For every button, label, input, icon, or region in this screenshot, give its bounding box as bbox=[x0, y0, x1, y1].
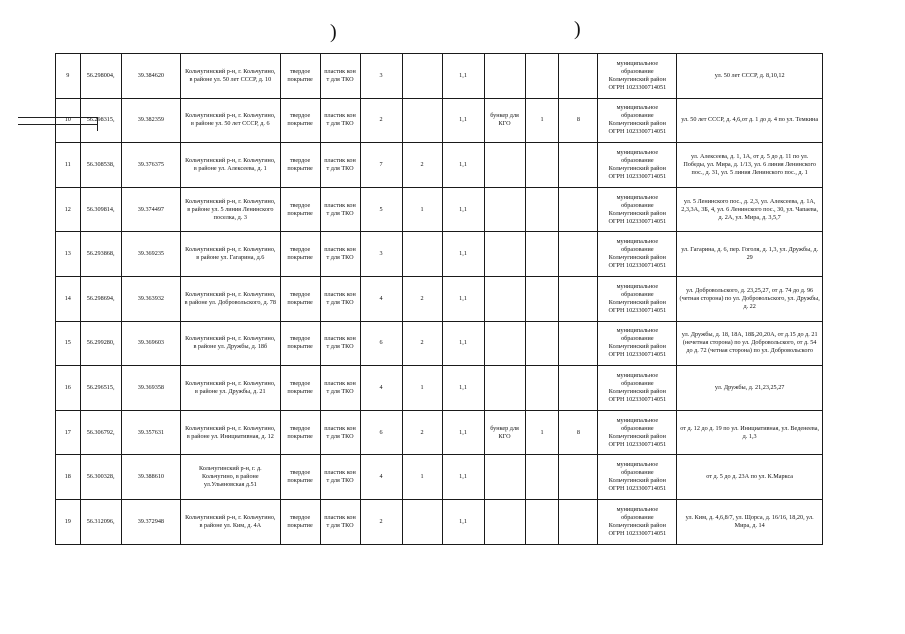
latitude-cell: 56.299280, bbox=[80, 321, 121, 366]
waste-sources-cell: ул. 50 лет СССР, д. 4,6,от д. 1 до д. 4 по ул. Темкина bbox=[677, 98, 823, 143]
owner-cell: муниципальное образование Кольчугинский район ОГРН 1023300714051 bbox=[598, 321, 677, 366]
container-type-cell: пластик кон т для ТКО bbox=[320, 54, 360, 99]
row-number-cell: 19 bbox=[56, 499, 81, 544]
address-cell: Кольчугинский р-н, г. Кольчугино, в районе ул. Гагарина, д.6 bbox=[181, 232, 280, 277]
table-row bbox=[56, 143, 823, 188]
bunker-count-cell: 1 bbox=[525, 410, 559, 455]
table-row bbox=[56, 366, 823, 411]
table-row bbox=[56, 276, 823, 321]
waste-sources-cell: от д. 5 до д. 23А по ул. К.Маркса bbox=[677, 455, 823, 500]
address-cell: Кольчугинский р-н, г. Кольчугино, в районе ул. Дружбы, д. 18б bbox=[181, 321, 280, 366]
bunker-type-cell bbox=[484, 366, 525, 411]
waste-sources-cell: ул. Гагарина, д. 6, пер. Гоголя, д. 1,3, ул. Дружбы, д. 29 bbox=[677, 232, 823, 277]
surface-cell: твердое покрытие bbox=[280, 232, 320, 277]
address-cell: Кольчугинский р-н, г. Кольчугино, в районе ул. Алексеева, д. 1 bbox=[181, 143, 280, 188]
planned-count-cell bbox=[402, 54, 442, 99]
container-type-cell: пластик кон т для ТКО bbox=[320, 187, 360, 232]
bunker-volume-cell bbox=[559, 455, 598, 500]
table-row bbox=[56, 232, 823, 277]
bunker-type-cell bbox=[484, 321, 525, 366]
bunker-volume-cell: 8 bbox=[559, 98, 598, 143]
bunker-volume-cell: 8 bbox=[559, 410, 598, 455]
planned-count-cell: 1 bbox=[402, 366, 442, 411]
surface-cell: твердое покрытие bbox=[280, 98, 320, 143]
container-count-cell: 4 bbox=[360, 366, 402, 411]
latitude-cell: 56.306792, bbox=[80, 410, 121, 455]
bunker-type-cell bbox=[484, 455, 525, 500]
address-cell: Кольчугинский р-н, г. Кольчугино, в районе ул. 50 лет СССР, д. 6 bbox=[181, 98, 280, 143]
planned-count-cell: 1 bbox=[402, 187, 442, 232]
bunker-count-cell bbox=[525, 54, 559, 99]
container-count-cell: 3 bbox=[360, 54, 402, 99]
table-row bbox=[56, 187, 823, 232]
row-number-cell: 15 bbox=[56, 321, 81, 366]
bunker-volume-cell bbox=[559, 187, 598, 232]
surface-cell: твердое покрытие bbox=[280, 321, 320, 366]
planned-count-cell: 2 bbox=[402, 276, 442, 321]
bunker-volume-cell bbox=[559, 143, 598, 188]
container-volume-cell: 1,1 bbox=[442, 187, 484, 232]
surface-cell: твердое покрытие bbox=[280, 187, 320, 232]
planned-count-cell: 1 bbox=[402, 455, 442, 500]
latitude-cell: 56.312096, bbox=[80, 499, 121, 544]
bunker-type-cell: бункер для КГО bbox=[484, 410, 525, 455]
latitude-cell: 56.308538, bbox=[80, 143, 121, 188]
surface-cell: твердое покрытие bbox=[280, 366, 320, 411]
address-cell: Кольчугинский р-н, г. Кольчугино, в районе ул. Ким, д. 4А bbox=[181, 499, 280, 544]
surface-cell: твердое покрытие bbox=[280, 276, 320, 321]
row-number-cell: 16 bbox=[56, 366, 81, 411]
bunker-count-cell bbox=[525, 232, 559, 277]
address-cell: Кольчугинский р-н, г. Кольчугино, в районе ул. Дружбы, д. 21 bbox=[181, 366, 280, 411]
surface-cell: твердое покрытие bbox=[280, 143, 320, 188]
waste-sources-cell: ул. Дружбы, д. 18, 18А, 18Б,20,20А, от д.15 до д. 21 (нечетная сторона) по ул. Добровольского, от д. 54 до д. 72 (четная сторона) по ул. Добровольского bbox=[677, 321, 823, 366]
owner-cell: муниципальное образование Кольчугинский район ОГРН 1023300714051 bbox=[598, 98, 677, 143]
surface-cell: твердое покрытие bbox=[280, 410, 320, 455]
bunker-volume-cell bbox=[559, 321, 598, 366]
container-count-cell: 4 bbox=[360, 276, 402, 321]
bunker-volume-cell bbox=[559, 232, 598, 277]
container-type-cell: пластик кон т для ТКО bbox=[320, 499, 360, 544]
container-count-cell: 6 bbox=[360, 410, 402, 455]
longitude-cell: 39.388610 bbox=[121, 455, 180, 500]
container-count-cell: 6 bbox=[360, 321, 402, 366]
longitude-cell: 39.382359 bbox=[121, 98, 180, 143]
row-number-cell: 12 bbox=[56, 187, 81, 232]
container-volume-cell: 1,1 bbox=[442, 321, 484, 366]
owner-cell: муниципальное образование Кольчугинский район ОГРН 1023300714051 bbox=[598, 54, 677, 99]
table-row bbox=[56, 98, 823, 143]
table-row bbox=[56, 455, 823, 500]
longitude-cell: 39.369603 bbox=[121, 321, 180, 366]
bunker-count-cell bbox=[525, 499, 559, 544]
address-cell: Кольчугинский р-н, г. Кольчугино, в районе ул. Инициативная, д. 12 bbox=[181, 410, 280, 455]
owner-cell: муниципальное образование Кольчугинский район ОГРН 1023300714051 bbox=[598, 366, 677, 411]
bunker-count-cell bbox=[525, 455, 559, 500]
bunker-count-cell bbox=[525, 366, 559, 411]
planned-count-cell bbox=[402, 499, 442, 544]
owner-cell: муниципальное образование Кольчугинский район ОГРН 1023300714051 bbox=[598, 276, 677, 321]
waste-sources-cell: ул. 50 лет СССР, д. 8,10,12 bbox=[677, 54, 823, 99]
owner-cell: муниципальное образование Кольчугинский район ОГРН 1023300714051 bbox=[598, 410, 677, 455]
waste-sources-cell: ул. 5 Ленинского пос., д. 2,3, ул. Алексеева, д. 1А, 2,3,3А, 3Б, 4, ул. 6 Ленинского пос., 30, ул. Чапаева, д. 2А, ул. Мира, д. 3,5,7 bbox=[677, 187, 823, 232]
latitude-cell: 56.298004, bbox=[80, 54, 121, 99]
address-cell: Кольчугинский р-н, г. д. Кольчугино, в районе ул.Ульяновская д.51 bbox=[181, 455, 280, 500]
table-row bbox=[56, 54, 823, 99]
latitude-cell: 56.298315, bbox=[80, 98, 121, 143]
container-type-cell: пластик кон т для ТКО bbox=[320, 410, 360, 455]
container-volume-cell: 1,1 bbox=[442, 232, 484, 277]
planned-count-cell bbox=[402, 98, 442, 143]
row-number-cell: 13 bbox=[56, 232, 81, 277]
owner-cell: муниципальное образование Кольчугинский район ОГРН 1023300714051 bbox=[598, 143, 677, 188]
bunker-volume-cell bbox=[559, 366, 598, 411]
bunker-count-cell: 1 bbox=[525, 98, 559, 143]
row-number-cell: 9 bbox=[56, 54, 81, 99]
container-volume-cell: 1,1 bbox=[442, 98, 484, 143]
table-row bbox=[56, 410, 823, 455]
container-type-cell: пластик кон т для ТКО bbox=[320, 98, 360, 143]
row-number-cell: 17 bbox=[56, 410, 81, 455]
bunker-count-cell bbox=[525, 321, 559, 366]
latitude-cell: 56.293868, bbox=[80, 232, 121, 277]
container-type-cell: пластик кон т для ТКО bbox=[320, 455, 360, 500]
owner-cell: муниципальное образование Кольчугинский район ОГРН 1023300714051 bbox=[598, 232, 677, 277]
container-count-cell: 5 bbox=[360, 187, 402, 232]
bunker-count-cell bbox=[525, 143, 559, 188]
planned-count-cell bbox=[402, 232, 442, 277]
address-cell: Кольчугинский р-н, г. Кольчугино, в районе ул. 50 лет СССР, д. 10 bbox=[181, 54, 280, 99]
bunker-count-cell bbox=[525, 187, 559, 232]
container-volume-cell: 1,1 bbox=[442, 54, 484, 99]
container-volume-cell: 1,1 bbox=[442, 455, 484, 500]
row-number-cell: 10 bbox=[56, 98, 81, 143]
longitude-cell: 39.369235 bbox=[121, 232, 180, 277]
longitude-cell: 39.363932 bbox=[121, 276, 180, 321]
waste-sources-cell: от д. 12 до д. 19 по ул. Инициативная, ул. Веденеева, д. 1,3 bbox=[677, 410, 823, 455]
container-count-cell: 7 bbox=[360, 143, 402, 188]
bunker-type-cell bbox=[484, 143, 525, 188]
row-number-cell: 11 bbox=[56, 143, 81, 188]
container-type-cell: пластик кон т для ТКО bbox=[320, 232, 360, 277]
row-number-cell: 18 bbox=[56, 455, 81, 500]
waste-site-table bbox=[55, 53, 823, 545]
bunker-type-cell bbox=[484, 499, 525, 544]
table-row bbox=[56, 321, 823, 366]
longitude-cell: 39.372948 bbox=[121, 499, 180, 544]
container-volume-cell: 1,1 bbox=[442, 366, 484, 411]
bunker-type-cell bbox=[484, 54, 525, 99]
waste-sources-cell: ул. Добровольского, д. 23,25,27, от д. 74 до д. 96 (четная сторона) по ул. Добровольского, ул. Дружбы, д. 22 bbox=[677, 276, 823, 321]
container-count-cell: 2 bbox=[360, 499, 402, 544]
bunker-type-cell bbox=[484, 276, 525, 321]
binding-mark-left: ) bbox=[330, 21, 337, 43]
longitude-cell: 39.369358 bbox=[121, 366, 180, 411]
container-count-cell: 3 bbox=[360, 232, 402, 277]
bunker-type-cell bbox=[484, 232, 525, 277]
bunker-volume-cell bbox=[559, 499, 598, 544]
latitude-cell: 56.300328, bbox=[80, 455, 121, 500]
container-type-cell: пластик кон т для ТКО bbox=[320, 321, 360, 366]
waste-sources-cell: ул. Дружбы, д. 21,23,25,27 bbox=[677, 366, 823, 411]
owner-cell: муниципальное образование Кольчугинский район ОГРН 1023300714051 bbox=[598, 187, 677, 232]
longitude-cell: 39.376375 bbox=[121, 143, 180, 188]
bunker-volume-cell bbox=[559, 276, 598, 321]
bunker-count-cell bbox=[525, 276, 559, 321]
surface-cell: твердое покрытие bbox=[280, 54, 320, 99]
planned-count-cell: 2 bbox=[402, 410, 442, 455]
binding-mark-right: ) bbox=[574, 18, 581, 40]
container-volume-cell: 1,1 bbox=[442, 276, 484, 321]
owner-cell: муниципальное образование Кольчугинский район ОГРН 1023300714051 bbox=[598, 455, 677, 500]
row-number-cell: 14 bbox=[56, 276, 81, 321]
address-cell: Кольчугинский р-н, г. Кольчугино, в районе ул. Добровольского, д. 78 bbox=[181, 276, 280, 321]
planned-count-cell: 2 bbox=[402, 143, 442, 188]
container-count-cell: 2 bbox=[360, 98, 402, 143]
table-row bbox=[56, 499, 823, 544]
address-cell: Кольчугинский р-н, г. Кольчугино, в районе ул. 5 линия Ленинского поселка, д. 3 bbox=[181, 187, 280, 232]
longitude-cell: 39.374497 bbox=[121, 187, 180, 232]
longitude-cell: 39.384620 bbox=[121, 54, 180, 99]
container-volume-cell: 1,1 bbox=[442, 499, 484, 544]
latitude-cell: 56.296515, bbox=[80, 366, 121, 411]
waste-sources-cell: ул. Алексеева, д. 1, 1А, от д. 5 до д. 11 по ул. Победы, ул. Мира, д. 1/13, ул. 6 линия Ленинского пос., д. 31, ул. 5 линия Ленинского пос., д. 1 bbox=[677, 143, 823, 188]
bunker-volume-cell bbox=[559, 54, 598, 99]
waste-sources-cell: ул. Ким, д. 4,6,8/7, ул. Щорса, д. 16/16, 18,20, ул. Мира, д. 14 bbox=[677, 499, 823, 544]
planned-count-cell: 2 bbox=[402, 321, 442, 366]
container-volume-cell: 1,1 bbox=[442, 410, 484, 455]
longitude-cell: 39.357631 bbox=[121, 410, 180, 455]
bunker-type-cell bbox=[484, 187, 525, 232]
container-volume-cell: 1,1 bbox=[442, 143, 484, 188]
latitude-cell: 56.298694, bbox=[80, 276, 121, 321]
latitude-cell: 56.309814, bbox=[80, 187, 121, 232]
surface-cell: твердое покрытие bbox=[280, 499, 320, 544]
container-type-cell: пластик кон т для ТКО bbox=[320, 276, 360, 321]
container-count-cell: 4 bbox=[360, 455, 402, 500]
surface-cell: твердое покрытие bbox=[280, 455, 320, 500]
container-type-cell: пластик кон т для ТКО bbox=[320, 143, 360, 188]
bunker-type-cell: бункер для КГО bbox=[484, 98, 525, 143]
container-type-cell: пластик кон т для ТКО bbox=[320, 366, 360, 411]
owner-cell: муниципальное образование Кольчугинский район ОГРН 1023300714051 bbox=[598, 499, 677, 544]
